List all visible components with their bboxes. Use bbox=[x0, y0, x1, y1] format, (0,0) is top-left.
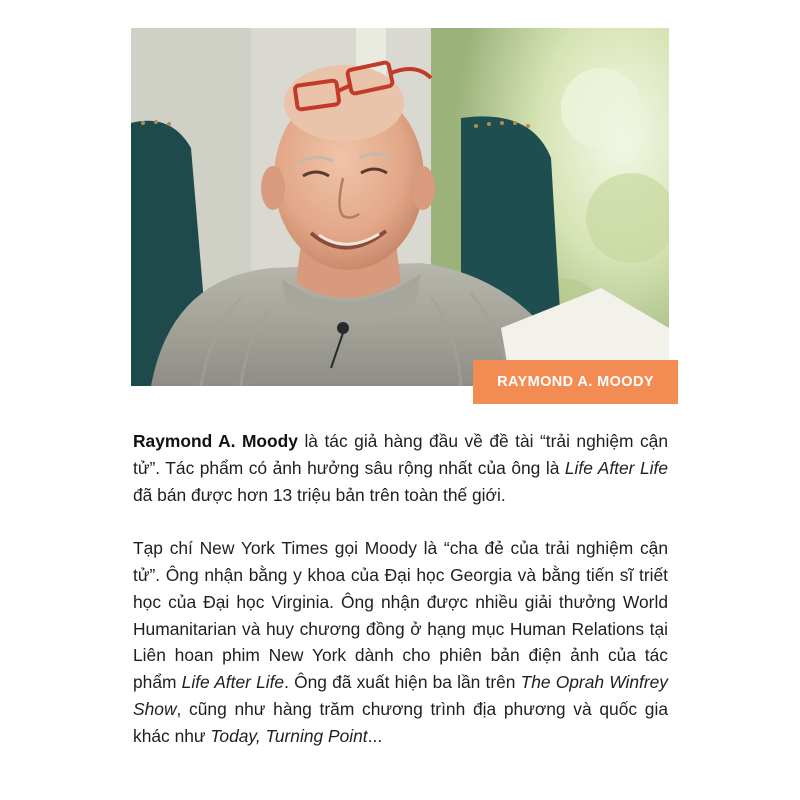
author-photo bbox=[131, 28, 669, 386]
author-name: Raymond A. Moody bbox=[133, 431, 298, 451]
author-portrait-photo bbox=[131, 28, 669, 386]
author-name-tag: RAYMOND A. MOODY bbox=[473, 360, 678, 404]
bio-paragraph-2: Tạp chí New York Times gọi Moody là “cha đẻ của trải nghiệm cận tử”. Ông nhận bằng y khoa của Đại học Georgia và bằng tiến sĩ triết học của Đại học Virginia. Ông nhận được nhiều giải thưởng World Humanitarian và huy chương đồng ở hạng mục Human Relations tại Liên hoan phim New York dành cho phiên bản điện ảnh của tác phẩm Life After Life. Ông đã xuất hiện ba lần trên The Oprah Winfrey Show, cũng như hàng trăm chương trình địa phương và quốc gia khác như Today, Turning Point... bbox=[133, 538, 668, 746]
author-bio bbox=[133, 428, 668, 750]
show-title: The Oprah Winfrey Show bbox=[133, 672, 668, 719]
program-titles: Today, Turning Point bbox=[210, 725, 368, 746]
bio-paragraph-1: Raymond A. Moody là tác giả hàng đầu về đề tài “trải nghiệm cận tử”. Tác phẩm có ảnh hưởng sâu rộng nhất của ông là Life After Life đã bán được hơn 13 triệu bản trên toàn thế giới. bbox=[133, 431, 668, 505]
book-title: Life After Life bbox=[181, 672, 285, 693]
book-title: Life After Life bbox=[564, 457, 668, 478]
